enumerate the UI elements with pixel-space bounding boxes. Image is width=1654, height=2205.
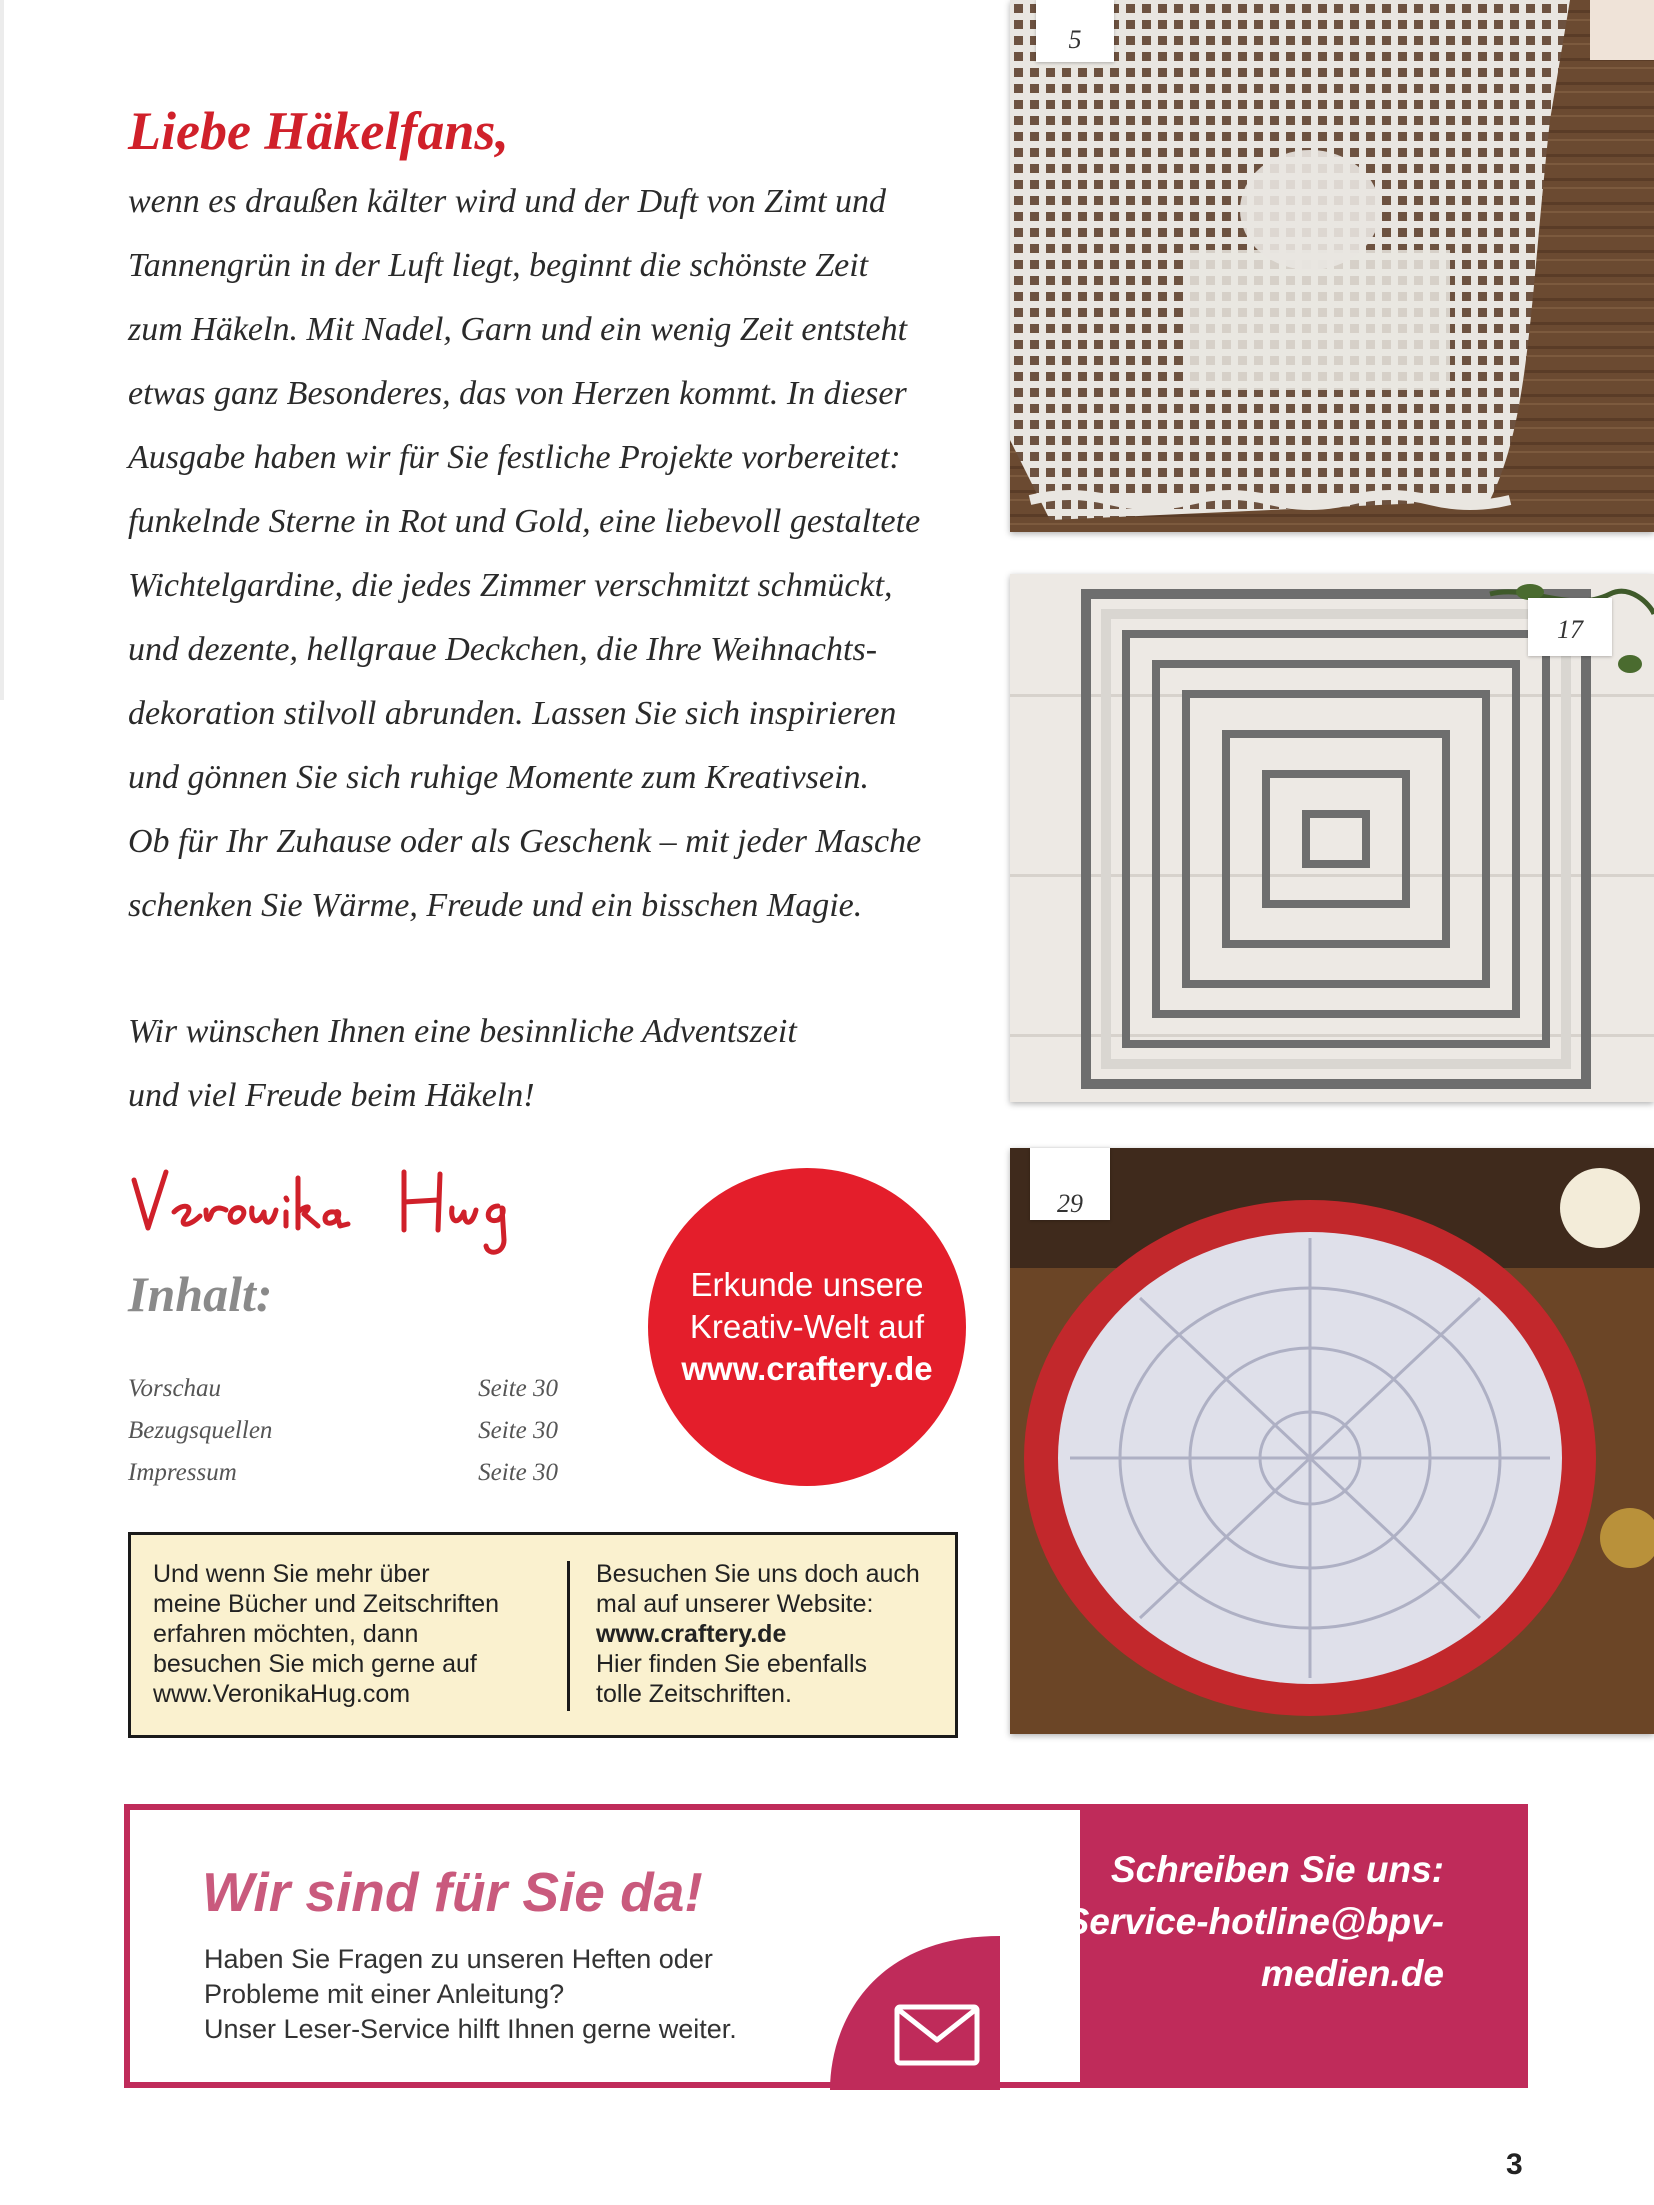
info-line: mal auf unserer Website:: [596, 1590, 874, 1618]
letter-line: funkelnde Sterne in Rot und Gold, eine liebevoll gestaltete: [128, 503, 921, 540]
letter-line: und dezente, hellgraue Deckchen, die Ihre Weihnachts-: [128, 631, 878, 668]
page-number: 3: [1506, 2148, 1523, 2181]
page-badge: 5: [1036, 0, 1114, 62]
letter-line: Ob für Ihr Zuhause oder als Geschenk – mit jeder Masche: [128, 823, 922, 860]
toc-item-page: Seite 30: [478, 1417, 558, 1444]
toc-item-label: Bezugsquellen: [128, 1417, 273, 1444]
page-edge-strip: [0, 0, 4, 700]
service-text: [204, 1942, 764, 2047]
info-box-author-column: [131, 1535, 567, 1735]
service-title: Wir sind für Sie da!: [202, 1861, 703, 1923]
contact-email-link[interactable]: [994, 1896, 1444, 2000]
closing-line: Wir wünschen Ihnen eine besinnliche Adventszeit: [128, 1013, 797, 1050]
toc-item-label: Vorschau: [128, 1375, 222, 1402]
contact-email-line: medien.de: [1261, 1953, 1444, 1994]
publisher-website-link[interactable]: www.craftery.de: [596, 1620, 787, 1648]
letter-body: [128, 170, 1008, 938]
info-line: Hier finden Sie ebenfalls: [596, 1650, 867, 1678]
photo-filet-runner[interactable]: [1010, 0, 1654, 532]
letter-greeting: Liebe Häkelfans,: [128, 101, 509, 161]
contact-label: Schreiben Sie uns:: [1110, 1849, 1444, 1890]
info-line: besuchen Sie mich gerne auf: [153, 1650, 477, 1678]
page-badge: 29: [1030, 1148, 1110, 1220]
table-of-contents: [128, 1368, 558, 1494]
toc-item-page: Seite 30: [478, 1459, 558, 1486]
letter-line: Wichtelgardine, die jedes Zimmer verschmitzt schmückt,: [128, 567, 893, 604]
closing-line: und viel Freude beim Häkeln!: [128, 1077, 535, 1114]
info-line: erfahren möchten, dann: [153, 1620, 419, 1648]
reader-service-banner: [124, 1804, 1528, 2088]
info-line: meine Bücher und Zeitschriften: [153, 1590, 500, 1618]
letter-line: etwas ganz Besonderes, das von Herzen kommt. In dieser: [128, 375, 907, 412]
contact-email-line: Service-hotline@bpv-: [1064, 1901, 1444, 1942]
service-line: Haben Sie Fragen zu unseren Heften oder: [204, 1944, 713, 1974]
toc-item: [128, 1452, 558, 1494]
filet-runner-image: [1010, 0, 1654, 532]
toc-item-page: Seite 30: [478, 1375, 558, 1402]
info-line: tolle Zeitschriften.: [596, 1680, 792, 1708]
letter-line: dekoration stilvoll abrunden. Lassen Sie sich inspirieren: [128, 695, 897, 732]
red-doily-image: [1010, 1148, 1654, 1734]
envelope-icon: [894, 2004, 980, 2066]
letter-closing: [128, 1000, 1008, 1128]
info-box: [128, 1532, 958, 1738]
info-line: Besuchen Sie uns doch auch: [596, 1560, 920, 1588]
toc-item-label: Impressum: [128, 1459, 237, 1486]
letter-line: und gönnen Sie sich ruhige Momente zum Kreativsein.: [128, 759, 869, 796]
author-website-link[interactable]: www.VeronikaHug.com: [153, 1680, 411, 1708]
toc-heading: Inhalt:: [128, 1266, 273, 1322]
photo-red-doily[interactable]: [1010, 1148, 1654, 1734]
info-box-publisher-column: [570, 1535, 940, 1735]
letter-line: Ausgabe haben wir für Sie festliche Projekte vorbereitet:: [128, 439, 901, 476]
letter-line: zum Häkeln. Mit Nadel, Garn und ein wenig Zeit entsteht: [128, 311, 908, 348]
letter-line: Tannengrün in der Luft liegt, beginnt die schönste Zeit: [128, 247, 869, 284]
info-line: Und wenn Sie mehr über: [153, 1560, 430, 1588]
page-badge: 17: [1528, 598, 1612, 656]
promo-url-link[interactable]: www.craftery.de: [681, 1350, 933, 1387]
toc-item: [128, 1410, 558, 1452]
craftery-promo-badge[interactable]: [648, 1168, 966, 1486]
service-contact: [994, 1844, 1444, 2000]
service-line: Probleme mit einer Anleitung?: [204, 1979, 565, 2009]
promo-line: Erkunde unsere: [690, 1266, 924, 1303]
signature-image: [126, 1150, 546, 1260]
promo-line: Kreativ-Welt auf: [689, 1308, 925, 1345]
service-line: Unser Leser-Service hilft Ihnen gerne weiter.: [204, 2014, 737, 2044]
letter-line: wenn es draußen kälter wird und der Duft von Zimt und: [128, 183, 887, 220]
toc-item: [128, 1368, 558, 1410]
letter-line: schenken Sie Wärme, Freude und ein bisschen Magie.: [128, 887, 863, 924]
